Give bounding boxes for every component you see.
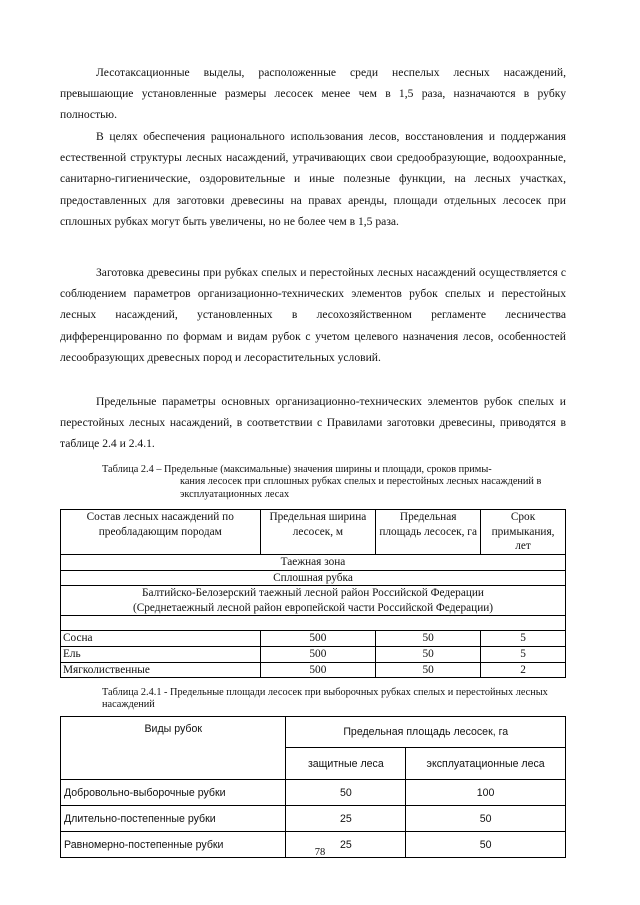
zone-row: [61, 555, 566, 571]
cut-type-cell: Сплошная рубка: [61, 570, 566, 586]
table-header-row: [61, 717, 566, 748]
header-kind: Виды рубок: [61, 717, 286, 780]
term-cell: 5: [481, 631, 566, 647]
table-row: [61, 662, 566, 678]
table-header-row: [61, 510, 566, 555]
table-2-4-caption-rest: кания лесосек при сплошных рубках спелых и перестойных лесных насаждений в эксплуатационных лесах: [180, 476, 542, 500]
region-cell: [61, 586, 566, 616]
width-cell: 500: [260, 631, 376, 647]
cut-kind-cell: Добровольно-выборочные рубки: [61, 780, 286, 806]
region-line-1: Балтийско-Белозерский таежный лесной район Российской Федерации: [142, 587, 484, 600]
cut-type-row: [61, 570, 566, 586]
exploitation-cell: 100: [406, 780, 566, 806]
table-2-4-1: [60, 716, 566, 858]
region-line-2: (Среднетаежный лесной район европейской части Российской Федерации): [132, 601, 494, 614]
area-cell: 50: [376, 646, 481, 662]
protective-cell: 50: [286, 780, 406, 806]
page-number: 78: [314, 847, 326, 858]
width-cell: 500: [260, 646, 376, 662]
area-cell: 50: [376, 662, 481, 678]
table-2-4-caption-first: Таблица 2.4 – Предельные (максимальные) значения ширины и площади, сроков примы-: [102, 464, 492, 475]
species-cell: Мягколиственные: [61, 662, 261, 678]
subheader-exploitation: эксплуатационные леса: [406, 748, 566, 780]
subheader-protective: защитные леса: [286, 748, 406, 780]
cut-kind-cell: Длительно-постепенные рубки: [61, 806, 286, 832]
protective-cell: 25: [286, 806, 406, 832]
header-width: Предельная ширина лесосек, м: [260, 510, 376, 555]
table-row: [61, 806, 566, 832]
table-2-4-caption: [102, 464, 568, 501]
paragraph-4: Предельные параметры основных организационно-технических элементов рубок спелых и перестойных лесных насаждений, в соответствии с Правилами заготовки древесины, приводятся в таблице 2.4 и 2.4.1.: [60, 395, 566, 451]
table-row: [61, 631, 566, 647]
table-2-4-1-caption: Таблица 2.4.1 - Предельные площади лесосек при выборочных рубках спелых и перестойных лесных насаждений: [102, 687, 548, 711]
table-2-4: [60, 509, 566, 678]
empty-cell: [61, 616, 566, 631]
protective-cell: 25: [286, 832, 406, 858]
header-term: Срок примыкания, лет: [481, 510, 566, 555]
term-cell: 2: [481, 662, 566, 678]
paragraph-2: В целях обеспечения рационального использования лесов, восстановления и поддержания естественной структуры лесных насаждений, утрачивающих свои средообразующие, водоохранные, санитарно-гигиенические, оздоровительные и иные полезные функции, на лесных участках, предоставленных для заготовки древесины на правах аренды, площади отдельных лесосек при сплошных рубках могут быть увеличены, но не более чем в 1,5 раза.: [60, 130, 566, 228]
empty-row: [61, 616, 566, 631]
exploitation-cell: 50: [406, 832, 566, 858]
table-row: [61, 780, 566, 806]
width-cell: 500: [260, 662, 376, 678]
header-area: Предельная площадь лесосек, га: [286, 717, 566, 748]
paragraph-1: Лесотаксационные выделы, расположенные среди неспелых лесных насаждений, превышающие установленные размеры лесосек менее чем в 1,5 раза, назначаются в рубку полностью.: [60, 66, 566, 122]
header-composition: Состав лесных насаждений по преобладающим породам: [61, 510, 261, 555]
table-row: [61, 646, 566, 662]
cut-kind-cell: Равномерно-постепенные рубки: [61, 832, 286, 858]
area-cell: 50: [376, 631, 481, 647]
region-row: [61, 586, 566, 616]
species-cell: Сосна: [61, 631, 261, 647]
term-cell: 5: [481, 646, 566, 662]
header-area: Предельная площадь лесосек, га: [376, 510, 481, 555]
exploitation-cell: 50: [406, 806, 566, 832]
zone-cell: Таежная зона: [61, 555, 566, 571]
paragraph-3: Заготовка древесины при рубках спелых и перестойных лесных насаждений осуществляется с соблюдением параметров организационно-технических элементов рубок спелых и перестойных лесных насаждений, установленных в лесохозяйственном регламенте лесничества дифференцированно по формам и видам рубок с учетом целевого назначения лесов, особенностей лесообразующих древесных пород и лесорастительных условий.: [60, 266, 566, 364]
species-cell: Ель: [61, 646, 261, 662]
